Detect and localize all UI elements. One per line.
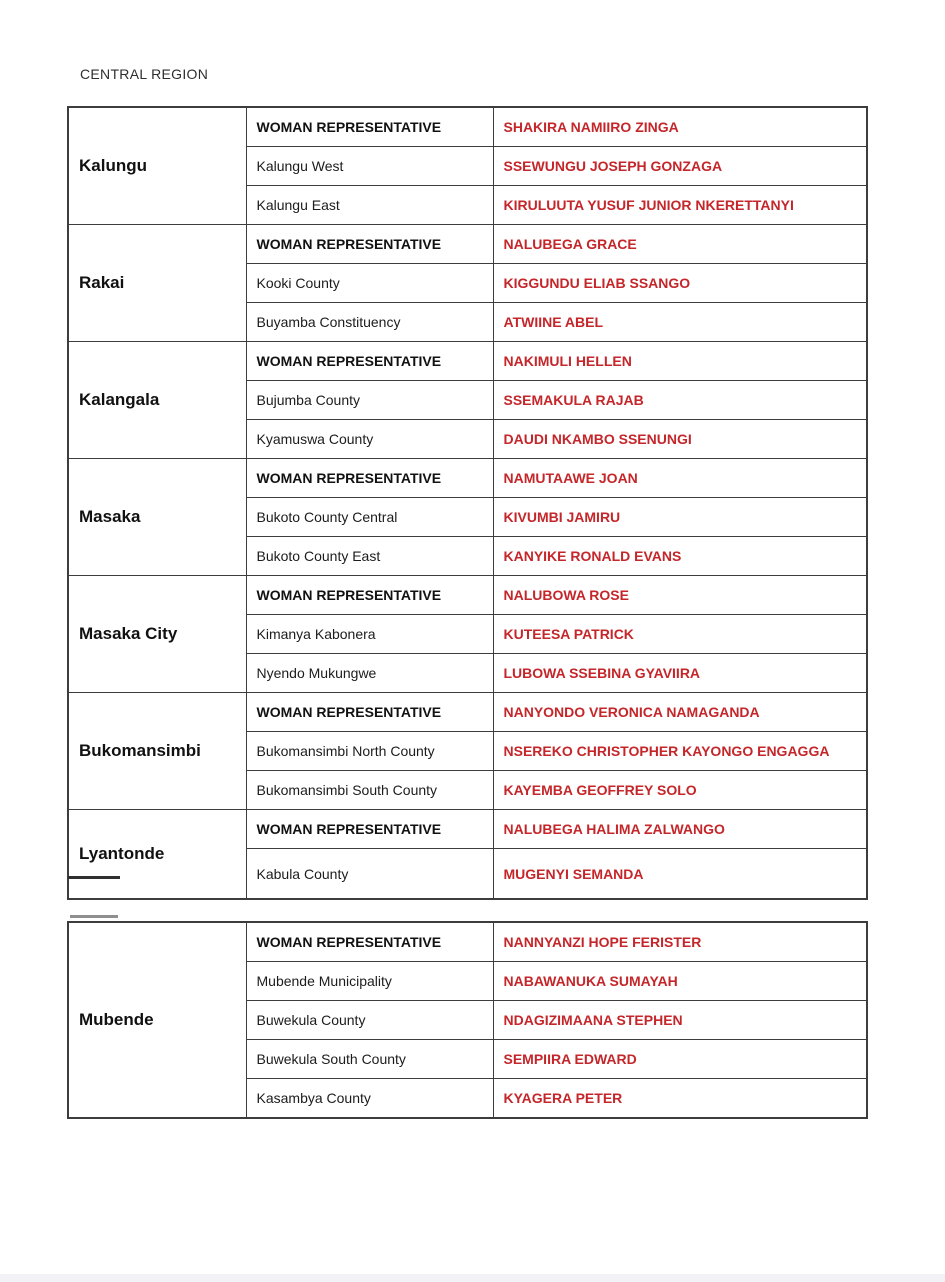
office-header-cell: WOMAN REPRESENTATIVE xyxy=(246,459,493,498)
constituency-cell: Bukoto County Central xyxy=(246,498,493,537)
screenshot-bottom-strip xyxy=(0,1274,945,1282)
central-region-table-2 xyxy=(67,921,868,1119)
representatives-table xyxy=(67,106,868,900)
representative-name-cell: NANNYANZI HOPE FERISTER xyxy=(493,922,867,962)
office-header-cell: WOMAN REPRESENTATIVE xyxy=(246,225,493,264)
representative-name-cell: NDAGIZIMAANA STEPHEN xyxy=(493,1001,867,1040)
representative-name-cell: SSEMAKULA RAJAB xyxy=(493,381,867,420)
constituency-cell: Kalungu East xyxy=(246,186,493,225)
representative-name-cell: KUTEESA PATRICK xyxy=(493,615,867,654)
constituency-cell: Kalungu West xyxy=(246,147,493,186)
constituency-cell: Buwekula South County xyxy=(246,1040,493,1079)
table-border-artifact xyxy=(68,876,120,879)
representative-name-cell: NAMUTAAWE JOAN xyxy=(493,459,867,498)
representative-name-cell: SHAKIRA NAMIIRO ZINGA xyxy=(493,107,867,147)
office-header-cell: WOMAN REPRESENTATIVE xyxy=(246,107,493,147)
representative-name-cell: KAYEMBA GEOFFREY SOLO xyxy=(493,771,867,810)
representative-name-cell: KYAGERA PETER xyxy=(493,1079,867,1119)
table-row xyxy=(68,107,867,147)
representative-name-cell: SEMPIIRA EDWARD xyxy=(493,1040,867,1079)
representative-name-cell: NALUBEGA GRACE xyxy=(493,225,867,264)
table-row xyxy=(68,693,867,732)
representative-name-cell: DAUDI NKAMBO SSENUNGI xyxy=(493,420,867,459)
constituency-cell: Bukoto County East xyxy=(246,537,493,576)
constituency-cell: Kasambya County xyxy=(246,1079,493,1119)
district-cell: Masaka xyxy=(68,459,246,576)
table-row xyxy=(68,922,867,962)
representative-name-cell: ATWIINE ABEL xyxy=(493,303,867,342)
central-region-table-1 xyxy=(67,106,868,900)
representative-name-cell: NALUBEGA HALIMA ZALWANGO xyxy=(493,810,867,849)
office-header-cell: WOMAN REPRESENTATIVE xyxy=(246,342,493,381)
constituency-cell: Bujumba County xyxy=(246,381,493,420)
stray-line-artifact xyxy=(70,915,118,918)
constituency-cell: Buwekula County xyxy=(246,1001,493,1040)
representative-name-cell: LUBOWA SSEBINA GYAVIIRA xyxy=(493,654,867,693)
office-header-cell: WOMAN REPRESENTATIVE xyxy=(246,576,493,615)
district-cell: Kalungu xyxy=(68,107,246,225)
constituency-cell: Bukomansimbi North County xyxy=(246,732,493,771)
representative-name-cell: KANYIKE RONALD EVANS xyxy=(493,537,867,576)
district-cell: Bukomansimbi xyxy=(68,693,246,810)
district-cell: Kalangala xyxy=(68,342,246,459)
representative-name-cell: NSEREKO CHRISTOPHER KAYONGO ENGAGGA xyxy=(493,732,867,771)
district-cell: Rakai xyxy=(68,225,246,342)
representative-name-cell: NABAWANUKA SUMAYAH xyxy=(493,962,867,1001)
representative-name-cell: NANYONDO VERONICA NAMAGANDA xyxy=(493,693,867,732)
office-header-cell: WOMAN REPRESENTATIVE xyxy=(246,693,493,732)
office-header-cell: WOMAN REPRESENTATIVE xyxy=(246,922,493,962)
representative-name-cell: NAKIMULI HELLEN xyxy=(493,342,867,381)
constituency-cell: Kooki County xyxy=(246,264,493,303)
representative-name-cell: KIVUMBI JAMIRU xyxy=(493,498,867,537)
table-row xyxy=(68,576,867,615)
constituency-cell: Kyamuswa County xyxy=(246,420,493,459)
representative-name-cell: KIGGUNDU ELIAB SSANGO xyxy=(493,264,867,303)
district-cell: Lyantonde xyxy=(68,810,246,900)
representative-name-cell: MUGENYI SEMANDA xyxy=(493,849,867,900)
representative-name-cell: KIRULUUTA YUSUF JUNIOR NKERETTANYI xyxy=(493,186,867,225)
constituency-cell: Kabula County xyxy=(246,849,493,900)
representatives-table xyxy=(67,921,868,1119)
constituency-cell: Bukomansimbi South County xyxy=(246,771,493,810)
table-row xyxy=(68,342,867,381)
constituency-cell: Buyamba Constituency xyxy=(246,303,493,342)
representative-name-cell: NALUBOWA ROSE xyxy=(493,576,867,615)
constituency-cell: Mubende Municipality xyxy=(246,962,493,1001)
constituency-cell: Nyendo Mukungwe xyxy=(246,654,493,693)
district-cell: Mubende xyxy=(68,922,246,1118)
page-title: CENTRAL REGION xyxy=(80,66,209,82)
constituency-cell: Kimanya Kabonera xyxy=(246,615,493,654)
table-row xyxy=(68,225,867,264)
district-cell: Masaka City xyxy=(68,576,246,693)
representative-name-cell: SSEWUNGU JOSEPH GONZAGA xyxy=(493,147,867,186)
table-row xyxy=(68,459,867,498)
table-row xyxy=(68,810,867,849)
office-header-cell: WOMAN REPRESENTATIVE xyxy=(246,810,493,849)
